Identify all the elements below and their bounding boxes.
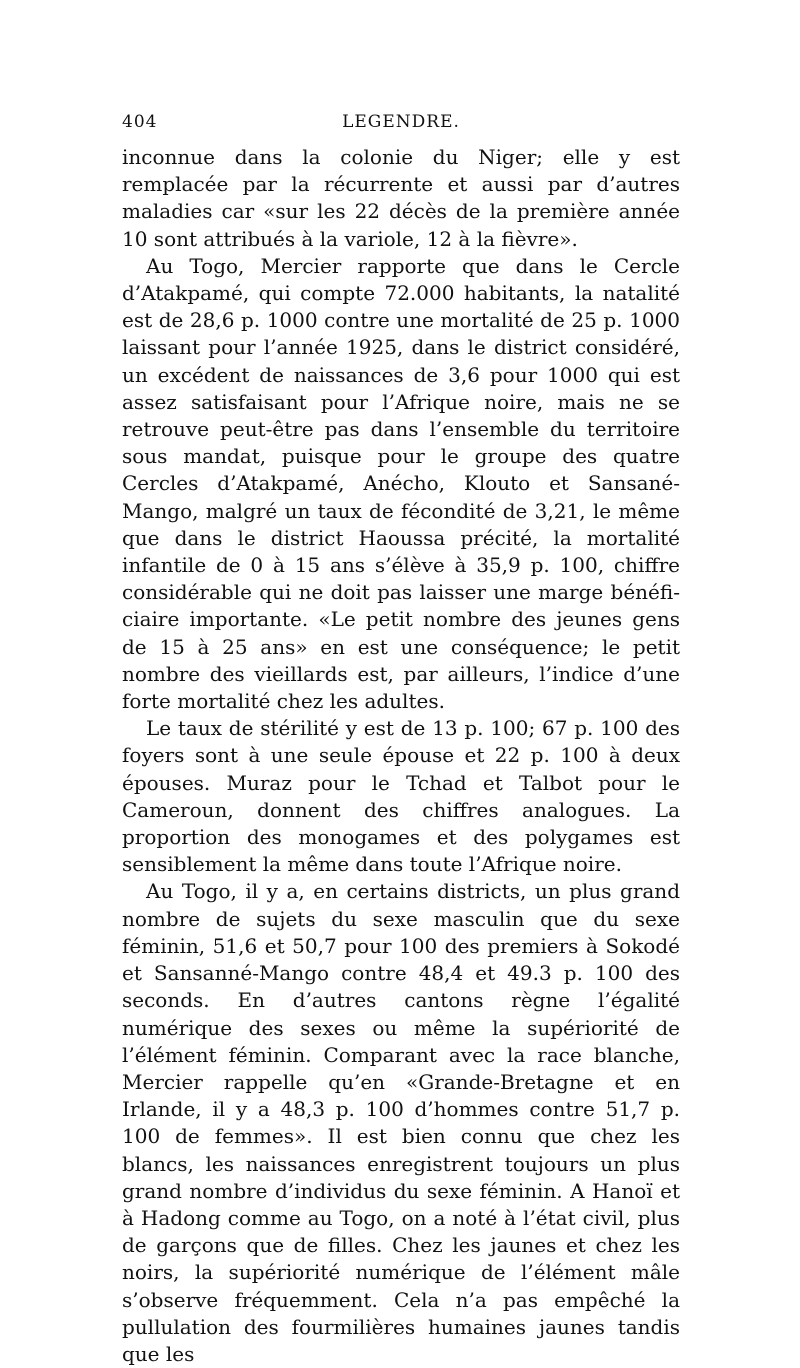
book-page (122, 112, 680, 1368)
paragraph-sterility: Le taux de stérilité y est de 13 p. 100; 67 p. 100 des foyers sont à une seule épouse et 22 p. 100 à deux épouses. Muraz pour le Tchad et Talbot pour le Cameroun, donnent des chiffres analogues. La proportion des monogames et des polygames est sensiblement la même dans toute l’Afrique noire. (122, 716, 680, 877)
running-title: LEGENDRE. (342, 112, 460, 132)
body-text (122, 144, 680, 1368)
paragraph-sex-ratio: Au Togo, il y a, en certains districts, un plus grand nombre de sujets du sexe masculin que du sexe féminin, 51,6 et 50,7 pour 100 des premiers à Sokodé et Sansanné-Mango contre 48,4 et 49.3 p. 100 des seconds. En d’autres cantons règne l’égalité numérique des sexes ou même la supériorité de l’élément féminin. Comparant avec la race blanche, Mercier rappelle qu’en «Grande-Bretagne et en Irlande, il y a 48,3 p. 100 d’hommes contre 51,7 p. 100 de femmes». Il est bien connu que chez les blancs, les naissances enregistrent toujours un plus grand nombre d’individus du sexe féminin. A Hanoï et à Hadong comme au Togo, on a noté à l’état civil, plus de garçons que de filles. Chez les jaunes et chez les noirs, la supériorité numérique de l’élément mâle s’observe fréquemment. Cela n’a pas empêché la pullulation des fourmilières humaines jaunes tandis que les (122, 879, 680, 1366)
paragraph-togo-natality: Au Togo, Mercier rapporte que dans le Cercle d’Atakpamé, qui compte 72.000 habitants, la natalité est de 28,6 p. 1000 contre une mortalité de 25 p. 1000 laissant pour l’année 1925, dans le district considéré, un excédent de naissances de 3,6 pour 1000 qui est assez satisfaisant pour l’Afrique noire, mais ne se retrouve peut-être pas dans l’ensemble du territoire sous mandat, puisque pour le groupe des quatre Cercles d’Atakpamé, Anécho, Klouto et Sansané-Mango, malgré un taux de fécondité de 3,21, le même que dans le district Haoussa précité, la mortalité infantile de 0 à 15 ans s’élève à 35,9 p. 100, chiffre considérable qui ne doit pas laisser une marge bénéficiaire importante. «Le petit nombre des jeunes gens de 15 à 25 ans» en est une conséquence; le petit nombre des vieillards est, par ailleurs, l’indice d’une forte mortalité chez les adultes. (122, 253, 680, 714)
page-number: 404 (122, 112, 158, 132)
running-head (122, 112, 680, 144)
paragraph-continuation: inconnue dans la colonie du Niger; elle y est remplacée par la récurrente et aussi par d’autres maladies car «sur les 22 décès de la première année 10 sont attribués à la variole, 12 à la fièvre». (122, 145, 680, 251)
